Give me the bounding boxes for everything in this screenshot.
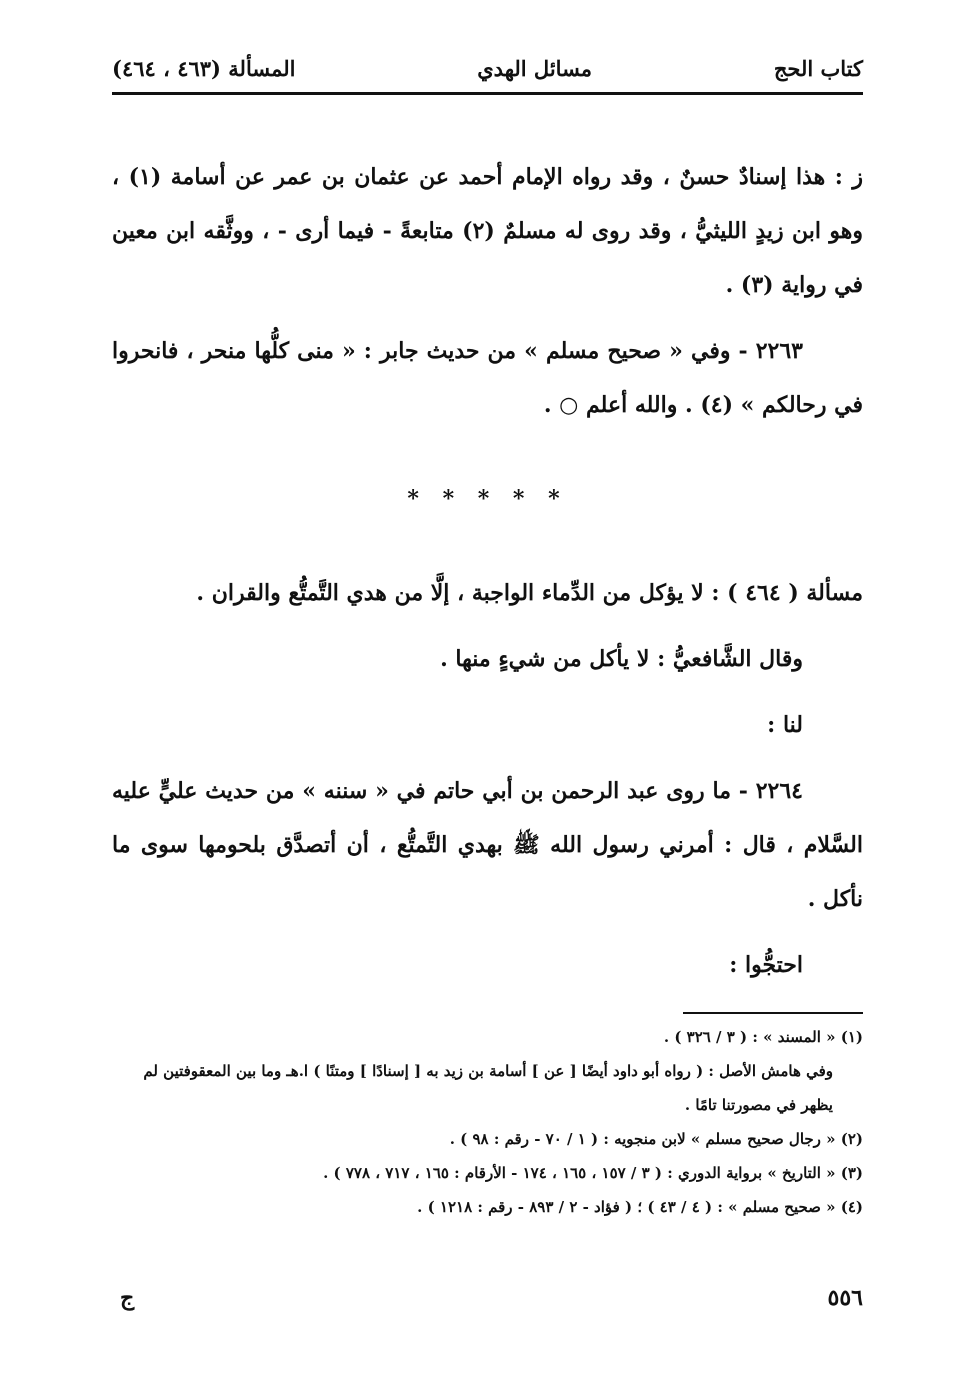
footnote-4: (٤) « صحيح مسلم » : ( ٤ / ٤٣ ) ؛ ( فؤاد - ٢ / ٨٩٣ - رقم : ١٢١٨ ) .: [417, 1198, 863, 1216]
footnote-rule: [683, 1012, 863, 1014]
section-separator: * * * * *: [407, 486, 568, 512]
footnote-1-continuation: وفي هامش الأصل : ( رواه أبو داود أيضًا [ عن ] أسامة بن زيد به [ إسنادًا ] ومتنًا ) ا.هـ وما بين المعقوفتين لم يظهر في مصورتنا تامًا .: [143, 1062, 833, 1114]
paragraph-hadith-2263: ٢٢٦٣ - وفي « صحيح مسلم » من حديث جابر : « منى كلُّها منحر ، فانحروا في رحالكم » (٤) . والله أعلم ○ .: [112, 338, 863, 418]
footnote-3: (٣) « التاريخ » برواية الدوري : ( ٣ / ١٥٧ ، ١٦٥ ، ١٧٤ - الأرقام : ١٦٥ ، ٧١٧ ، ٧٧٨ ) .: [323, 1164, 863, 1182]
footnote-1: (١) « المسند » : ( ٣ / ٣٢٦ ) .: [663, 1028, 863, 1046]
paragraph-ihtajju: احتجُّوا :: [729, 952, 803, 978]
paragraph-hadith-2264: ٢٢٦٤ - ما روى عبد الرحمن بن أبي حاتم في « سننه » من حديث عليٍّ عليه السَّلام ، قال : أمرني رسول الله ﷺ بهدي التَّمتُّع ، أن أتصدَّق بلحومها سوى ما نأكل .: [112, 778, 863, 912]
paragraph-issue-464: مسألة ( ٤٦٤ ) : لا يؤكل من الدِّماء الواجبة ، إلَّا من هدي التَّمتُّع والقران .: [196, 580, 863, 606]
signature-mark: ج: [120, 1285, 135, 1311]
footnotes: [112, 1020, 863, 1224]
page-number: ٥٥٦: [827, 1285, 863, 1311]
header-chapter-title: مسائل الهدي: [477, 55, 593, 81]
footnote-2: (٢) « رجال صحيح مسلم » لابن منجويه : ( ١ / ٧٠ - رقم : ٩٨ ) .: [449, 1130, 863, 1148]
paragraph-lana: لنا :: [767, 712, 803, 738]
running-header: [112, 48, 863, 88]
main-text: [112, 150, 863, 1004]
header-book-title: كتاب الحج: [773, 55, 863, 81]
paragraph-z-note: ز : هذا إسنادٌ حسنٌ ، وقد رواه الإمام أحمد عن عثمان بن عمر عن أسامة (١) ، وهو ابن زيدٍ الليثيُّ ، وقد روى له مسلمٌ (٢) متابعةً - فيما أرى - ، ووثَّقه ابن معين في رواية (٣) .: [112, 164, 863, 298]
header-rule: [112, 92, 863, 95]
paragraph-shafii-view: وقال الشَّافعيُّ : لا يأكل من شيءٍ منها .: [440, 646, 803, 672]
header-issue-number: المسألة (٤٦٣ ، ٤٦٤): [112, 55, 296, 81]
